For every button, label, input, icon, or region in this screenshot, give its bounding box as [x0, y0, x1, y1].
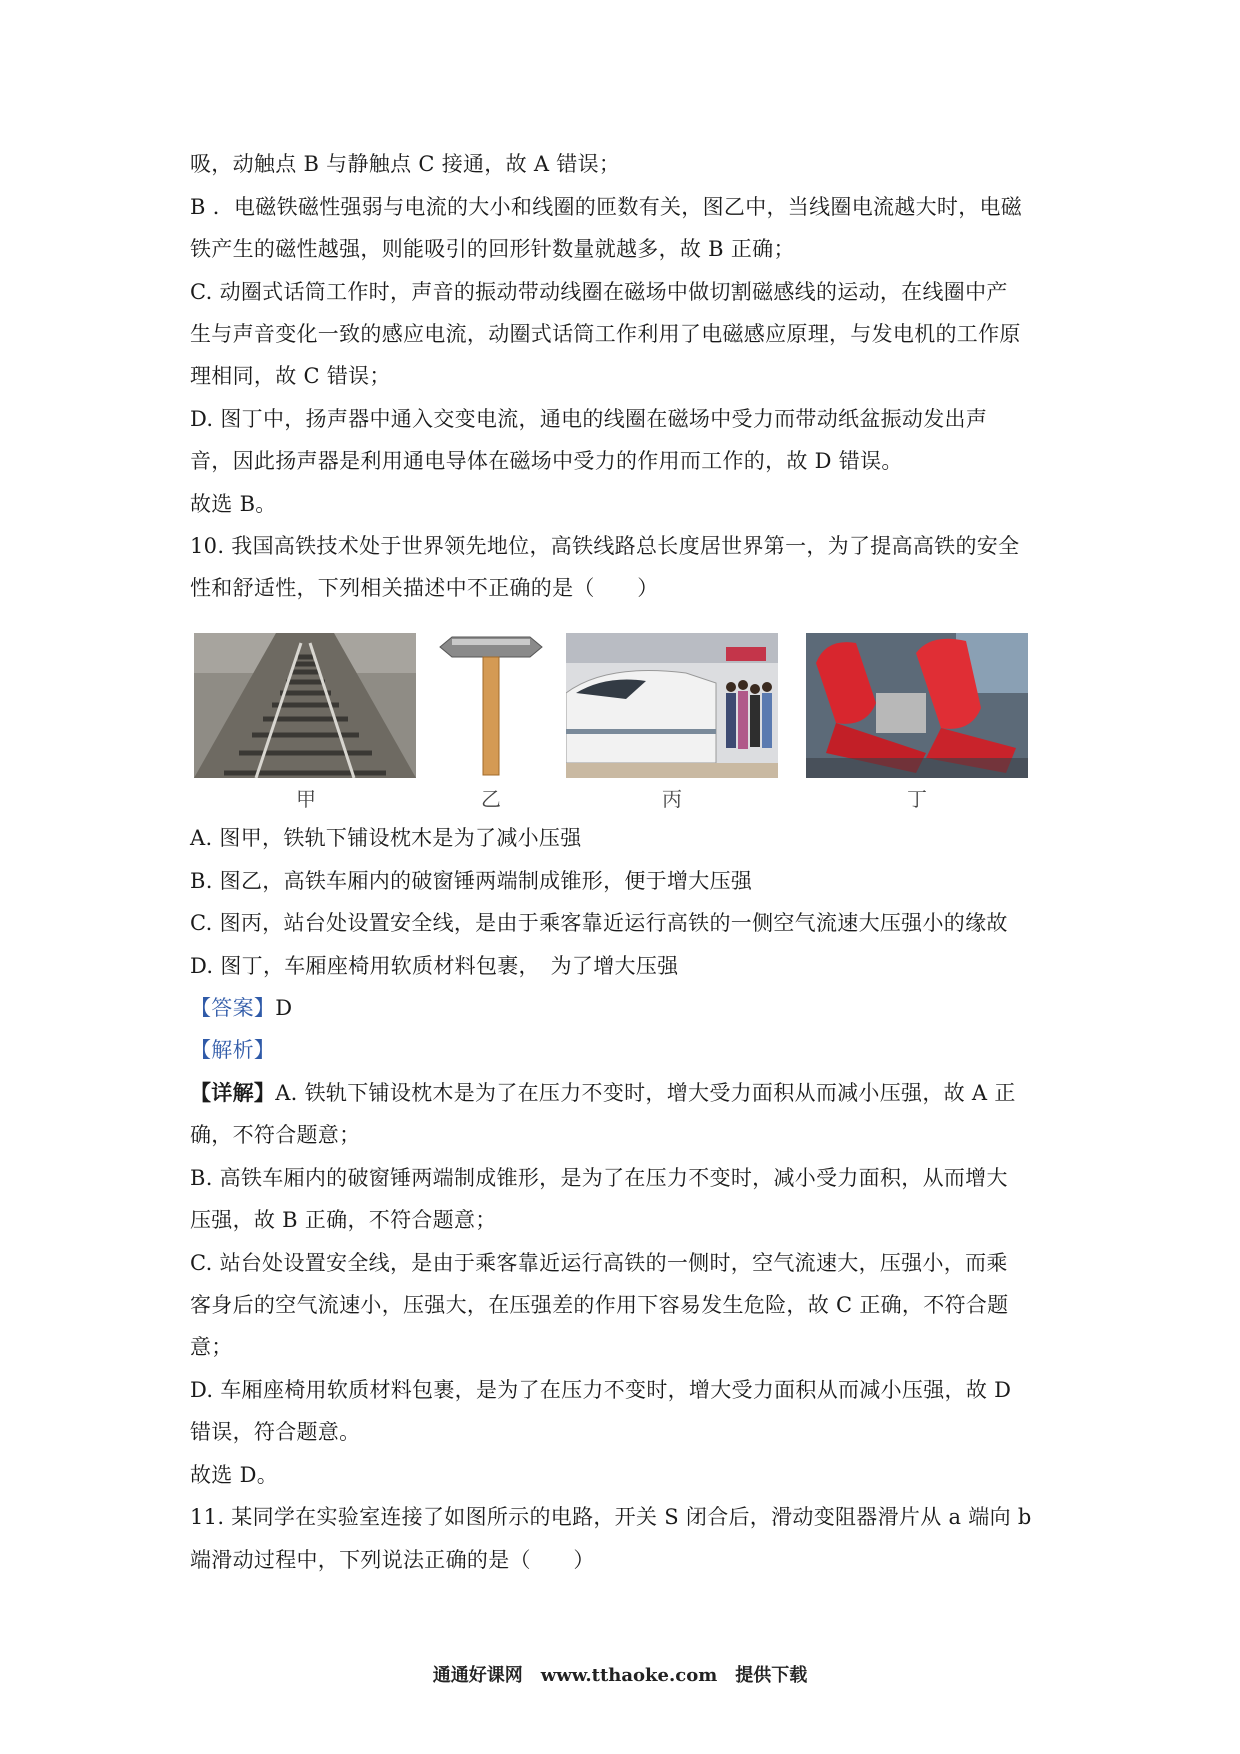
text-line: 吸，动触点 B 与静触点 C 接通，故 A 错误； [190, 152, 621, 176]
detail-line: 错误，符合题意。 [190, 1420, 361, 1444]
text-line: C. 动圈式话筒工作时，声音的振动带动线圈在磁场中做切割磁感线的运动，在线圈中产 [190, 280, 1008, 304]
figure-row [194, 633, 1050, 811]
figure-caption-yi: 乙 [481, 787, 501, 811]
option-c: C. 图丙，站台处设置安全线，是由于乘客靠近运行高铁的一侧空气流速大压强小的缘故 [190, 911, 1008, 935]
detail-line: 故选 D。 [190, 1463, 279, 1487]
detail-line: C. 站台处设置安全线，是由于乘客靠近运行高铁的一侧时，空气流速大，压强小，而乘 [190, 1251, 1008, 1275]
text-line: B ．电磁铁磁性强弱与电流的大小和线圈的匝数有关，图乙中，当线圈电流越大时，电磁 [190, 195, 1023, 219]
answer-label: 【答案】 [190, 996, 276, 1020]
question-11-line: 11. 某同学在实验室连接了如图所示的电路，开关 S 闭合后，滑动变阻器滑片从 a 端向 b [190, 1505, 1032, 1529]
answer-line [190, 993, 292, 1023]
text-line: 故选 B。 [190, 492, 277, 516]
emergency-hammer-image [436, 633, 546, 778]
option-b: B. 图乙，高铁车厢内的破窗锤两端制成锥形，便于增大压强 [190, 869, 753, 893]
text-line: D. 图丁中，扬声器中通入交变电流，通电的线圈在磁场中受力而带动纸盆振动发出声 [190, 407, 988, 431]
detail-line: 确，不符合题意； [190, 1123, 361, 1147]
option-a: A. 图甲，铁轨下铺设枕木是为了减小压强 [190, 826, 582, 850]
option-d: D. 图丁，车厢座椅用软质材料包裹， 为了增大压强 [190, 954, 679, 978]
detail-line: 意； [190, 1335, 233, 1359]
figure-caption-jia: 甲 [296, 787, 316, 811]
question-10-line: 性和舒适性，下列相关描述中不正确的是（ ） [190, 576, 659, 600]
detail-text: A. 铁轨下铺设枕木是为了在压力不变时，增大受力面积从而减小压强，故 A 正 [275, 1081, 1016, 1105]
answer-value: D [275, 996, 293, 1020]
detail-line: 客身后的空气流速小，压强大，在压强差的作用下容易发生危险，故 C 正确，不符合题 [190, 1293, 1009, 1317]
text-line: 理相同，故 C 错误； [190, 364, 391, 388]
train-seats-image [806, 633, 1028, 778]
question-10-line: 10. 我国高铁技术处于世界领先地位，高铁线路总长度居世界第一，为了提高高铁的安全 [190, 534, 1020, 558]
detail-line: D. 车厢座椅用软质材料包裹，是为了在压力不变时，增大受力面积从而减小压强，故 D [190, 1378, 1012, 1402]
question-11-line: 端滑动过程中，下列说法正确的是（ ） [190, 1548, 595, 1572]
railway-track-image [194, 633, 416, 778]
text-line: 生与声音变化一致的感应电流，动圈式话筒工作利用了电磁感应原理，与发电机的工作原 [190, 322, 1021, 346]
detail-line [190, 1078, 1016, 1108]
detail-line: B. 高铁车厢内的破窗锤两端制成锥形，是为了在压力不变时，减小受力面积，从而增大 [190, 1166, 1008, 1190]
detail-line: 压强，故 B 正确，不符合题意； [190, 1208, 497, 1232]
text-line: 铁产生的磁性越强，则能吸引的回形针数量就越多，故 B 正确； [190, 237, 795, 261]
text-line: 音，因此扬声器是利用通电导体在磁场中受力的作用而工作的，故 D 错误。 [190, 449, 903, 473]
analysis-label: 【解析】 [190, 1038, 276, 1062]
train-platform-image [566, 633, 778, 778]
detail-label: 【详解】 [190, 1080, 276, 1105]
figure-caption-ding: 丁 [907, 787, 927, 811]
figure-caption-bing: 丙 [662, 787, 682, 811]
page-footer: 通通好课网 www.tthaoke.com 提供下载 [432, 1665, 808, 1686]
